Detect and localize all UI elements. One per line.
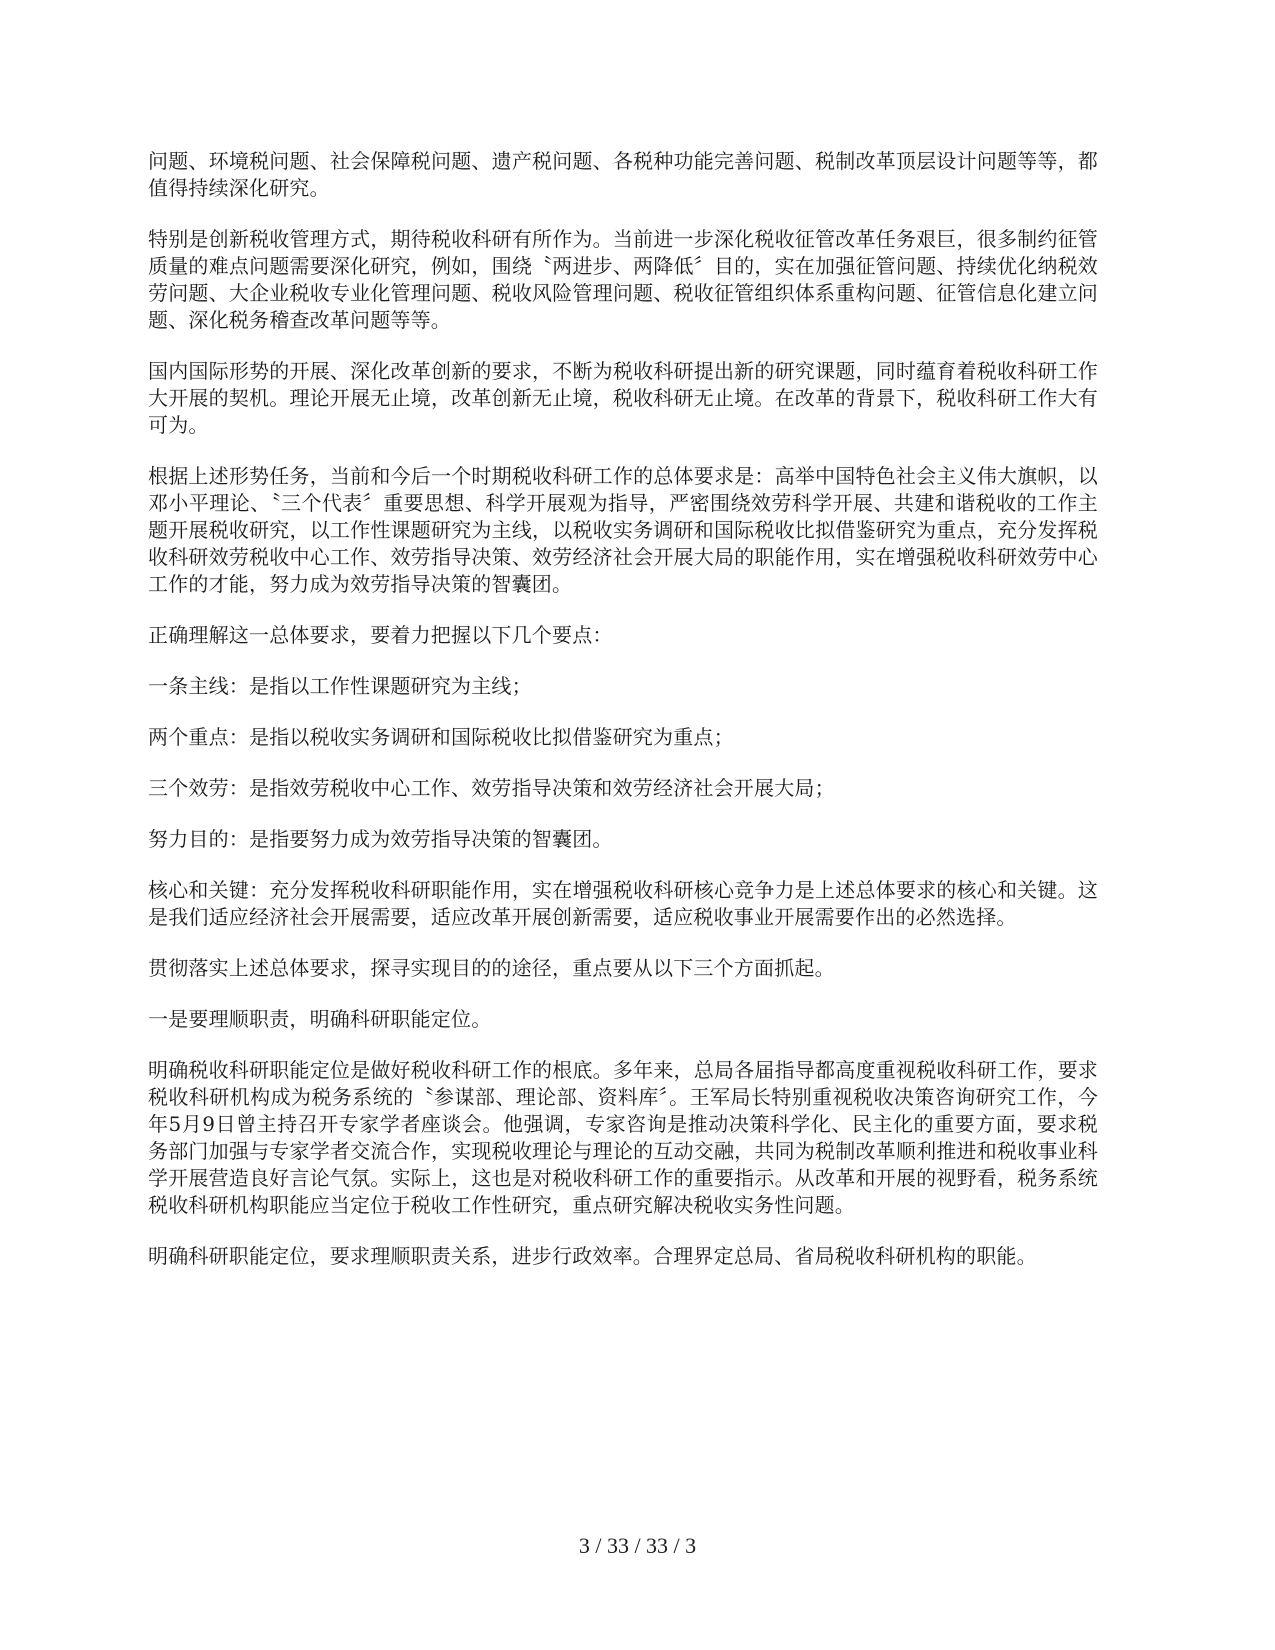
page-number: 3 / 33 / 33 / 3 xyxy=(578,1533,697,1558)
paragraph: 特别是创新税收管理方式，期待税收科研有所作为。当前进一步深化税收征管改革任务艰巨，很多制约征管质量的难点问题需要深化研究，例如，围绕〝两进步、两降低〞目的，实在加强征管问题、持续优化纳税效劳问题、大企业税收专业化管理问题、税收风险管理问题、税收征管组织体系重构问题、征管信息化建立问题、深化税务稽查改革问题等等。 xyxy=(148,227,1098,332)
list-item: 三个效劳：是指效劳税收中心工作、效劳指导决策和效劳经济社会开展大局； xyxy=(148,776,835,800)
document-body xyxy=(148,148,1098,1294)
paragraph: 明确科研职能定位，要求理顺职责关系，进步行政效率。合理界定总局、省局税收科研机构的职能。 xyxy=(148,1244,1037,1268)
list-item: 两个重点：是指以税收实务调研和国际税收比拟借鉴研究为重点； xyxy=(148,725,734,749)
paragraph: 正确理解这一总体要求，要着力把握以下几个要点： xyxy=(148,623,613,647)
list-item: 一条主线：是指以工作性课题研究为主线； xyxy=(148,674,532,698)
paragraph: 明确税收科研职能定位是做好税收科研工作的根底。多年来，总局各届指导都高度重视税收科研工作，要求税收科研机构成为税务系统的〝参谋部、理论部、资料库〞。王军局长特别重视税收决策咨询研究工作，今年5月9日曾主持召开专家学者座谈会。他强调，专家咨询是推动决策科学化、民主化的重要方面，要求税务部门加强与专家学者交流合作，实现税收理论与理论的互动交融，共同为税制改革顺利推进和税收事业科学开展营造良好言论气氛。实际上，这也是对税收科研工作的重要指示。从改革和开展的视野看，税务系统税收科研机构职能应当定位于税收工作性研究，重点研究解决税收实务性问题。 xyxy=(148,1058,1098,1217)
list-item: 努力目的：是指要努力成为效劳指导决策的智囊团。 xyxy=(148,827,613,851)
paragraph: 核心和关键：充分发挥税收科研职能作用，实在增强税收科研核心竞争力是上述总体要求的核心和关键。这是我们适应经济社会开展需要，适应改革开展创新需要，适应税收事业开展需要作出的必然选择。 xyxy=(148,878,1098,929)
section-heading: 一是要理顺职责，明确科研职能定位。 xyxy=(148,1007,492,1031)
paragraph: 问题、环境税问题、社会保障税问题、遗产税问题、各税种功能完善问题、税制改革顶层设计问题等等，都值得持续深化研究。 xyxy=(148,149,1098,200)
paragraph: 贯彻落实上述总体要求，探寻实现目的的途径，重点要从以下三个方面抓起。 xyxy=(148,956,835,980)
paragraph: 国内国际形势的开展、深化改革创新的要求，不断为税收科研提出新的研究课题，同时蕴育着税收科研工作大开展的契机。理论开展无止境，改革创新无止境，税收科研无止境。在改革的背景下，税收科研工作大有可为。 xyxy=(148,359,1098,437)
paragraph: 根据上述形势任务，当前和今后一个时期税收科研工作的总体要求是：高举中国特色社会主义伟大旗帜，以邓小平理论、〝三个代表〞重要思想、科学开展观为指导，严密围绕效劳科学开展、共建和谐税收的工作主题开展税收研究，以工作性课题研究为主线，以税收实务调研和国际税收比拟借鉴研究为重点，充分发挥税收科研效劳税收中心工作、效劳指导决策、效劳经济社会开展大局的职能作用，实在增强税收科研效劳中心工作的才能，努力成为效劳指导决策的智囊团。 xyxy=(148,464,1098,596)
